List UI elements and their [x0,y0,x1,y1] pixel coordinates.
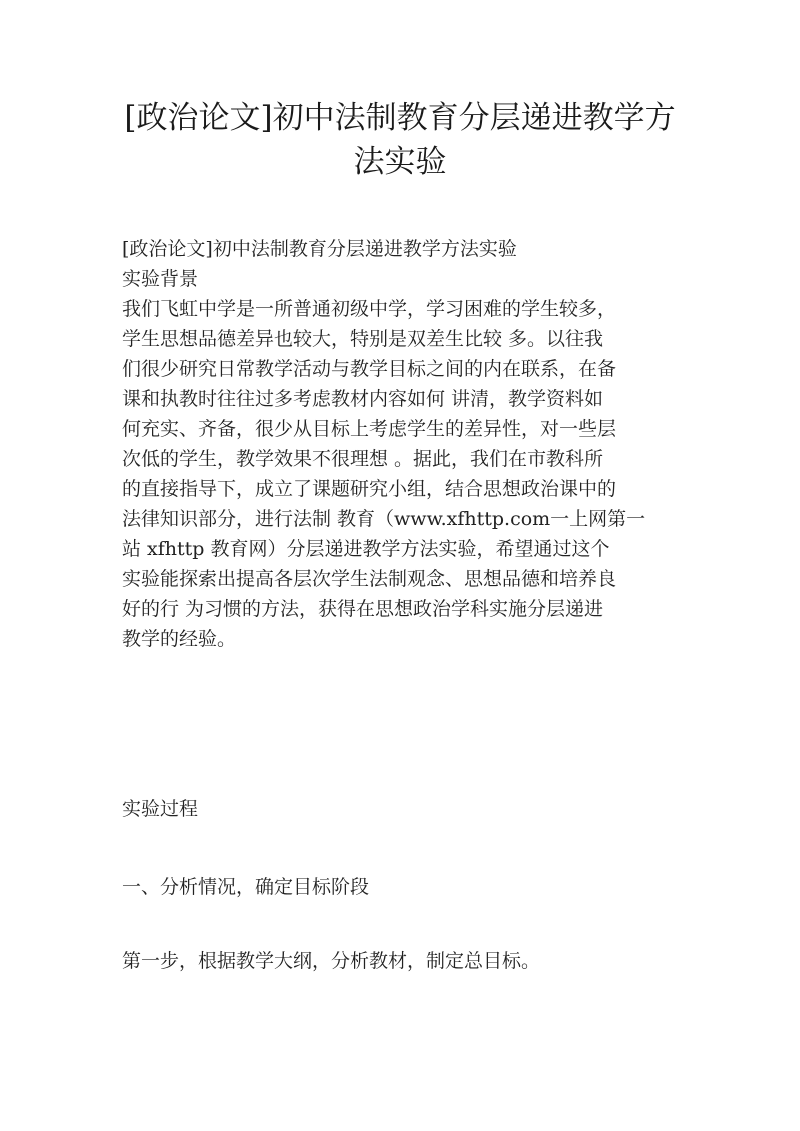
paragraph-line-1: 我们飞虹中学是一所普通初级中学，学习困难的学生较多， [122,298,617,320]
paragraph-line-9: 站 xfhttp 教育网）分层递进教学方法实验，希望通过这个 [122,538,610,560]
section-heading-background: 实验背景 [122,268,199,290]
paragraph-line-8: 法律知识部分，进行法制 教育（www.xfhttp.com一上网第一 [122,508,646,530]
document-title [120,96,680,184]
paragraph-line-12: 教学的经验。 [122,628,237,650]
paragraph-line-6: 次低的学生，教学效果不很理想 。据此，我们在市教科所 [122,448,604,470]
paragraph-line-7: 的直接指导下，成立了课题研究小组，结合思想政治课中的 [122,478,617,500]
step-one-text: 第一步，根据教学大纲，分析教材，制定总目标。 [122,950,541,972]
subtitle: [政治论文]初中法制教育分层递进教学方法实验 [122,238,517,260]
document-body [122,234,692,654]
title-line-1: [政治论文]初中法制教育分层递进教学方 [124,100,676,136]
paragraph-line-5: 何充实、齐备，很少从目标上考虑学生的差异性，对一些层 [122,418,617,440]
section-heading-process: 实验过程 [122,798,199,820]
title-line-2: 法实验 [353,144,447,180]
paragraph-line-4: 课和执教时往往过多考虑教材内容如何 讲清，教学资料如 [122,388,604,410]
subsection-heading: 一、分析情况，确定目标阶段 [122,876,370,898]
paragraph-line-11: 好的行 为习惯的方法，获得在思想政治学科实施分层递进 [122,598,604,620]
paragraph-line-10: 实验能探索出提高各层次学生法制观念、思想品德和培养良 [122,568,617,590]
paragraph-line-2: 学生思想品德差异也较大，特别是双差生比较 多。以往我 [122,328,604,350]
paragraph-line-3: 们很少研究日常教学活动与教学目标之间的内在联系，在备 [122,358,617,380]
